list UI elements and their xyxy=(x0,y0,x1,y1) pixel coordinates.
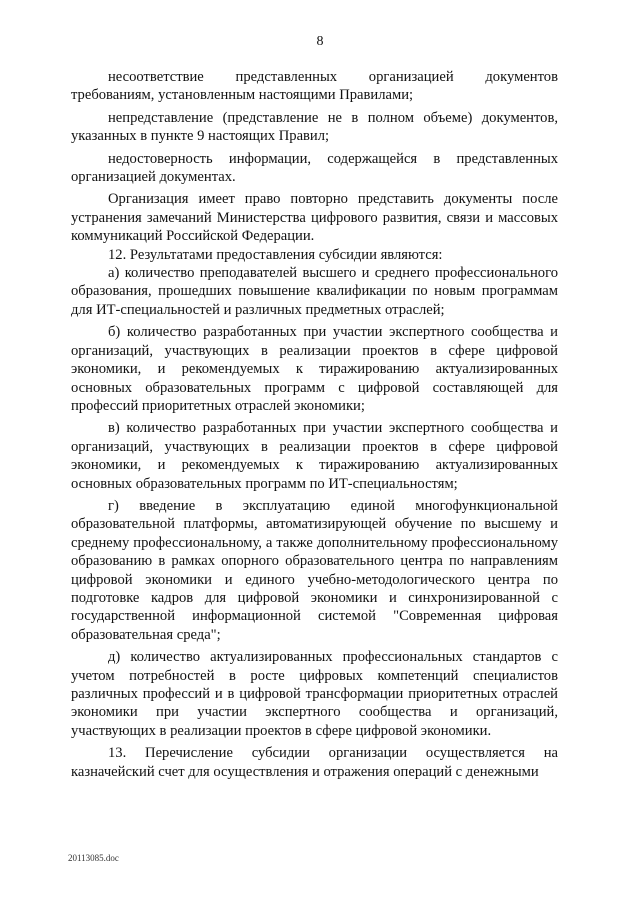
paragraph-item-12-heading: 12. Результатами предоставления субсидии являются: xyxy=(108,246,443,263)
paragraph-item-13: 13. Перечисление субсидии организации осуществляется на казначейский счет для осуществления и отражения операций с денежными xyxy=(71,745,558,780)
paragraph-item-12v: в) количество разработанных при участии экспертного сообщества и организаций, участвующих в реализации проектов в сфере цифровой экономики, и рекомендуемых к тиражированию актуализированных основных образовательных программ по ИТ-специальностям; xyxy=(71,420,558,492)
paragraph-mismatch: несоответствие представленных организацией документов требованиям, установленным настоящими Правилами; xyxy=(71,69,558,104)
paragraph-unreliable-info: недостоверность информации, содержащейся в представленных организацией документах. xyxy=(71,150,558,186)
page-number: 8 xyxy=(316,34,324,49)
paragraph-item-12b: б) количество разработанных при участии экспертного сообщества и организаций, участвующих в реализации проектов в сфере цифровой экономики, и рекомендуемых к тиражированию актуализированных основных образовательных программ с цифровой составляющей для профессий приоритетных отраслей экономики; xyxy=(71,324,558,414)
paragraph-non-submission: непредставление (представление не в полном объеме) документов, указанных в пункте 9 настоящих Правил; xyxy=(71,109,558,145)
footer-filename: 20113085.doc xyxy=(68,853,119,863)
document-body xyxy=(71,68,558,781)
paragraph-item-12a: а) количество преподавателей высшего и среднего профессионального образования, прошедших повышение квалификации по новым программам для ИТ-специальностей и различных предметных отраслей; xyxy=(71,265,558,318)
paragraph-item-12g: г) введение в эксплуатацию единой многофункциональной образовательной платформы, автоматизирующей обучение по высшему и среднему профессиональному, а также дополнительному профессиональному образованию в рамках опорного образовательного центра по направлениям цифровой экономики и единого учебно-методологического центра по подготовке кадров для цифровой экономики и синхронизированной с государственной информационной системой "Современная цифровая образовательная среда"; xyxy=(71,497,558,643)
paragraph-resubmission-right: Организация имеет право повторно представить документы после устранения замечаний Министерства цифрового развития, связи и массовых коммуникаций Российской Федерации. xyxy=(71,191,558,245)
paragraph-item-12d: д) количество актуализированных профессиональных стандартов с учетом потребностей в росте цифровых компетенций специалистов различных профессий и в цифровой трансформации приоритетных отраслей экономики при участии экспертного сообщества и организаций, участвующих в реализации проектов в сфере цифровой экономики. xyxy=(71,649,558,739)
